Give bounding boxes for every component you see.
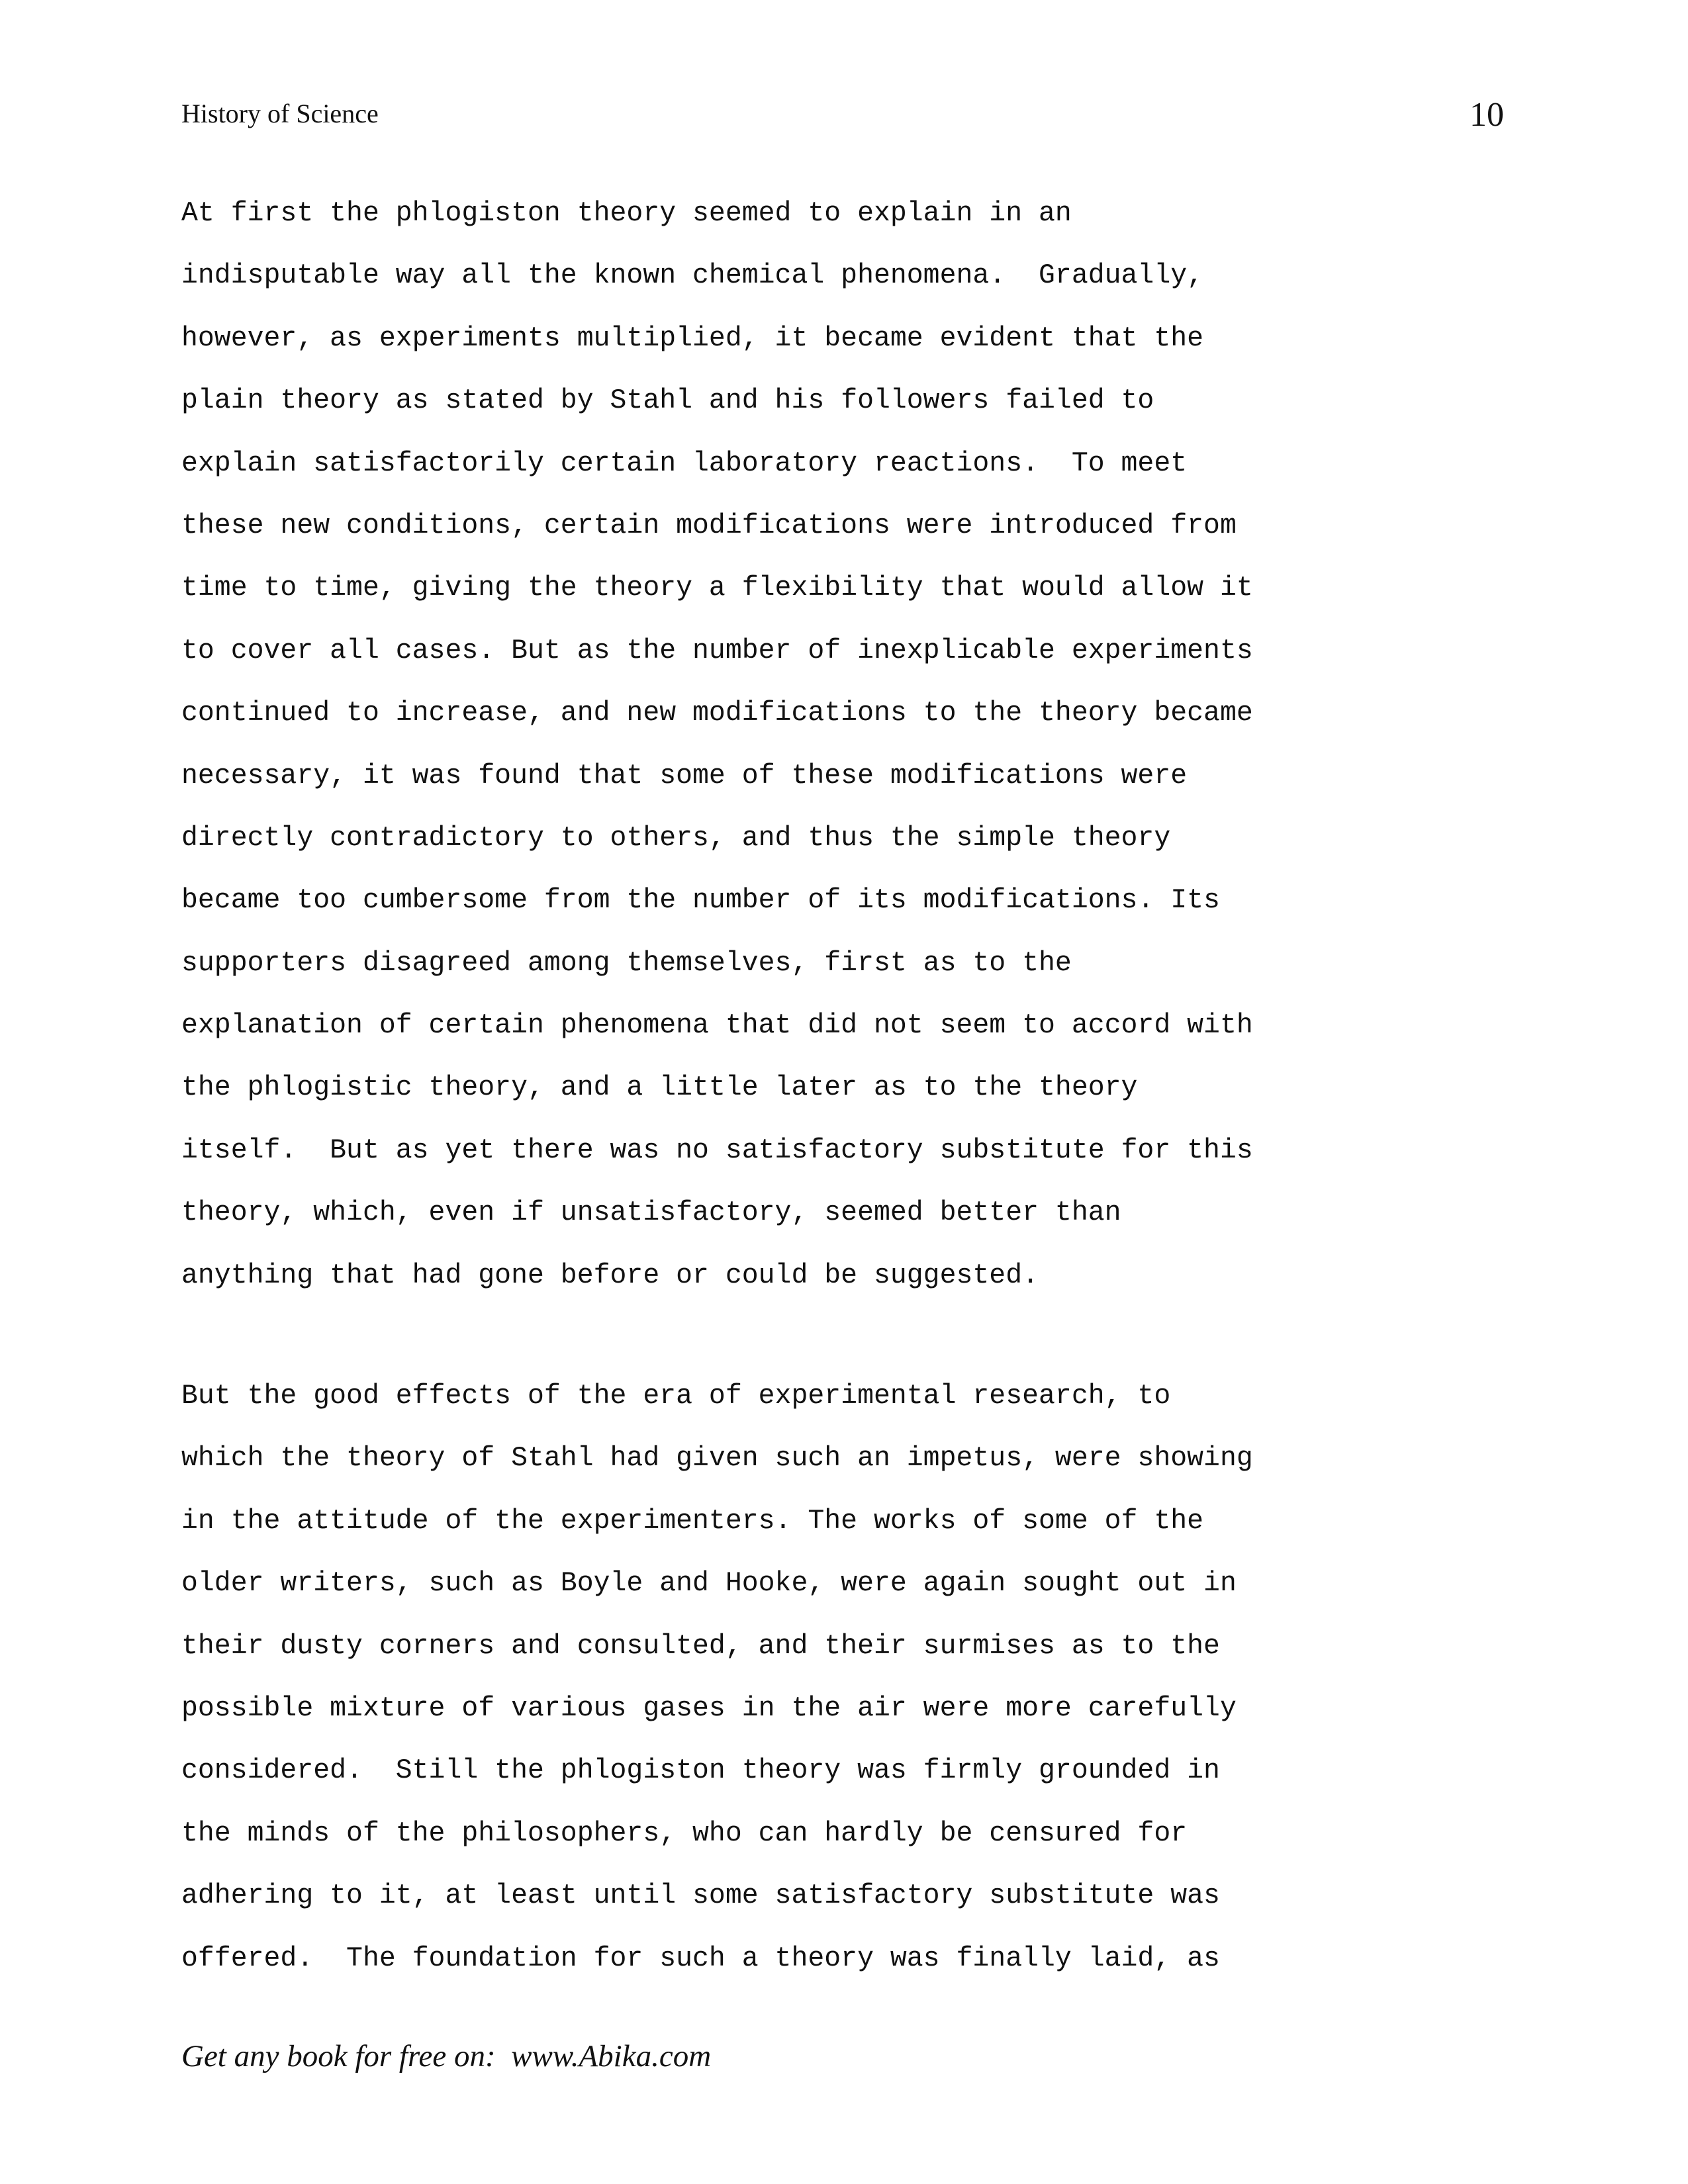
- text-line: in the attitude of the experimenters. The works of some of the: [181, 1505, 1204, 1537]
- text-line: these new conditions, certain modifications were introduced from: [181, 510, 1237, 541]
- text-line: to cover all cases. But as the number of inexplicable experiments: [181, 635, 1253, 666]
- running-title: History of Science: [181, 99, 379, 128]
- footer-promo-text: Get any book for free on: www.Abika.com: [181, 2039, 712, 2073]
- text-line: directly contradictory to others, and thus the simple theory: [181, 822, 1171, 854]
- text-line: itself. But as yet there was no satisfactory substitute for this: [181, 1134, 1253, 1166]
- text-line: offered. The foundation for such a theory was finally laid, as: [181, 1942, 1220, 1974]
- paragraph-2: [181, 1365, 1320, 1990]
- text-line: time to time, giving the theory a flexibility that would allow it: [181, 572, 1253, 604]
- text-line: possible mixture of various gases in the air were more carefully: [181, 1692, 1237, 1724]
- text-line: their dusty corners and consulted, and their surmises as to the: [181, 1630, 1220, 1662]
- text-line: became too cumbersome from the number of its modifications. Its: [181, 885, 1220, 917]
- text-line: adhering to it, at least until some satisfactory substitute was: [181, 1880, 1220, 1912]
- text-line: continued to increase, and new modifications to the theory became: [181, 698, 1253, 729]
- text-line: the minds of the philosophers, who can hardly be censured for: [181, 1817, 1188, 1849]
- text-line: considered. Still the phlogiston theory was firmly grounded in: [181, 1755, 1220, 1787]
- text-line: however, as experiments multiplied, it became evident that the: [181, 322, 1204, 354]
- text-line: anything that had gone before or could be suggested.: [181, 1259, 1039, 1291]
- text-line: which the theory of Stahl had given such an impetus, were showing: [181, 1443, 1253, 1475]
- text-line: indisputable way all the known chemical phenomena. Gradually,: [181, 260, 1204, 292]
- text-line: theory, which, even if unsatisfactory, seemed better than: [181, 1197, 1121, 1229]
- text-line: explanation of certain phenomena that did not seem to accord with: [181, 1010, 1253, 1042]
- text-line: At first the phlogiston theory seemed to explain in an: [181, 198, 1072, 229]
- paragraph-1: [181, 183, 1320, 1307]
- text-line: older writers, such as Boyle and Hooke, were again sought out in: [181, 1568, 1237, 1600]
- text-line: explain satisfactorily certain laboratory reactions. To meet: [181, 447, 1188, 479]
- text-line: But the good effects of the era of experimental research, to: [181, 1381, 1171, 1412]
- page-number: 10: [1470, 96, 1504, 134]
- text-line: plain theory as stated by Stahl and his followers failed to: [181, 385, 1154, 417]
- text-line: necessary, it was found that some of these modifications were: [181, 760, 1188, 792]
- text-line: supporters disagreed among themselves, first as to the: [181, 947, 1072, 979]
- text-line: the phlogistic theory, and a little later as to the theory: [181, 1072, 1138, 1104]
